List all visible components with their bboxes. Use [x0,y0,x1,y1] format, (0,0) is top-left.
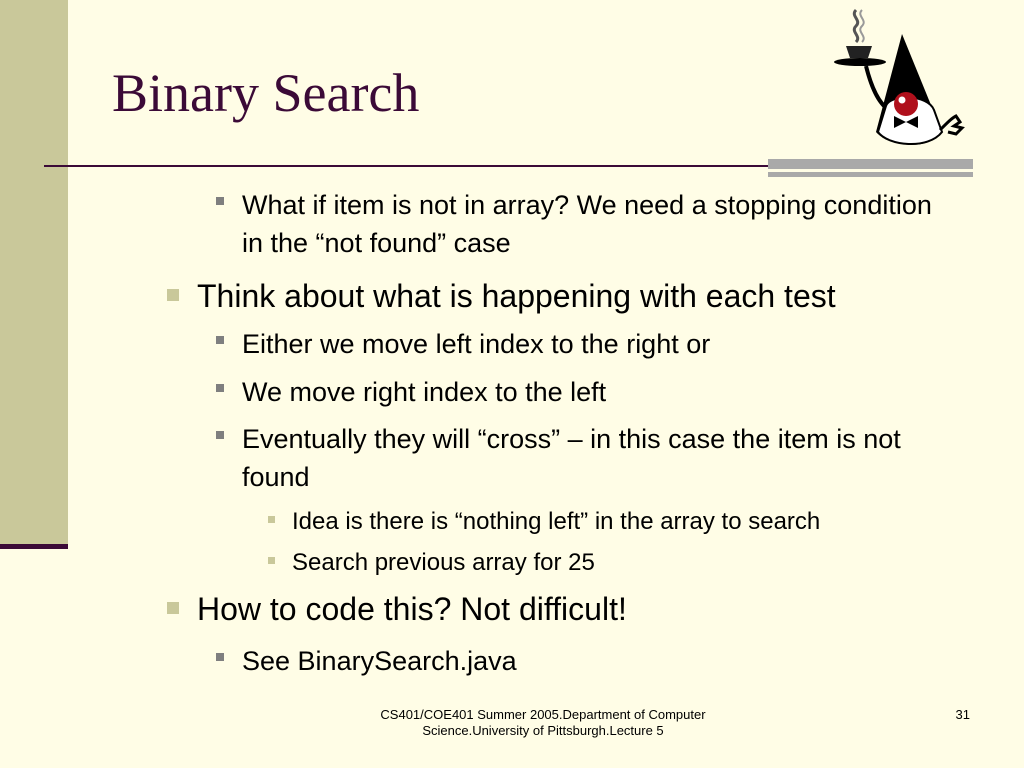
bullet-square-icon [268,557,275,564]
list-item-text: Either we move left index to the right or [242,329,711,359]
page-number: 31 [955,707,970,722]
slide-footer: CS401/COE401 Summer 2005.Department of Computer Science.University of Pittsburgh.Lecture 5 [380,707,706,738]
list-item-text: Eventually they will “cross” – in this case the item is not found [242,424,901,492]
duke-waiter-icon [828,6,968,156]
bullet-square-icon [216,431,224,439]
list-item-text: See BinarySearch.java [242,646,517,676]
title-divider [44,165,810,167]
slide-title: Binary Search [112,63,420,123]
list-item [268,548,968,578]
list-item [167,277,967,315]
list-item [216,420,962,496]
list-item-text: Idea is there is “nothing left” in the array to search [292,508,821,535]
list-item [268,507,968,537]
list-item [216,186,956,262]
list-item-text: Think about what is happening with each test [197,278,836,314]
title-divider-accent-thin [768,172,973,177]
bullet-square-icon [216,653,224,661]
left-decorative-band [0,0,68,547]
bullet-square-icon [167,602,179,614]
list-item [216,373,956,411]
list-item-text: We move right index to the left [242,377,607,407]
list-item [216,325,956,363]
list-item [167,590,967,628]
bullet-square-icon [268,516,275,523]
bullet-square-icon [167,289,179,301]
list-item-text: How to code this? Not difficult! [197,591,627,627]
list-item-text: What if item is not in array? We need a stopping condition in the “not found” case [242,190,932,258]
bullet-square-icon [216,384,224,392]
left-band-underline [0,544,68,549]
list-item [216,642,956,680]
list-item-text: Search previous array for 25 [292,549,595,576]
title-divider-accent [768,159,973,169]
bullet-square-icon [216,197,224,205]
bullet-square-icon [216,336,224,344]
